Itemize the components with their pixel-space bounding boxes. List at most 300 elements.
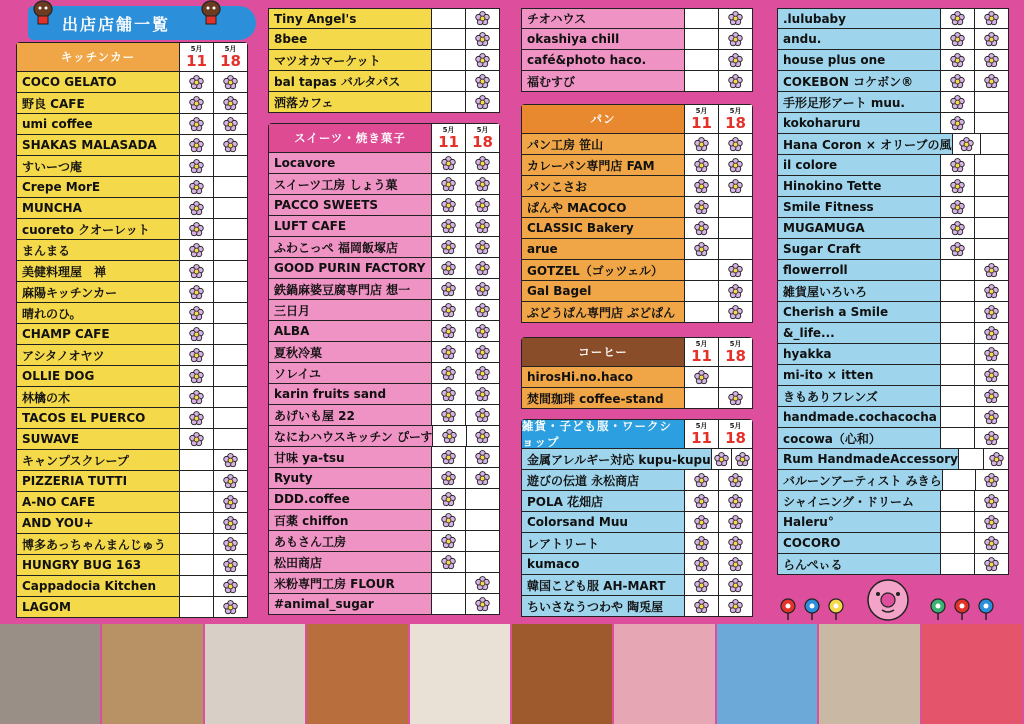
- day-11-cell: [684, 281, 718, 301]
- day-18-cell: [213, 219, 247, 239]
- day-11-cell: [431, 258, 465, 278]
- day-18-cell: [974, 92, 1008, 112]
- flower-mark-icon: [950, 158, 965, 173]
- day-18-cell: [465, 92, 499, 112]
- flower-mark-icon: [694, 599, 709, 614]
- date-18-header: 5月 18: [213, 43, 247, 71]
- vendor-name: 米粉専門工房 FLOUR: [269, 573, 431, 593]
- flower-mark-icon: [475, 303, 490, 318]
- flower-mark-icon: [984, 53, 999, 68]
- vendor-name: Hana Coron × オリーブの風: [778, 134, 952, 154]
- flower-mark-icon: [694, 158, 709, 173]
- vendor-name: kumaco: [522, 554, 684, 574]
- day-11-cell: [431, 9, 465, 28]
- vendor-row: [777, 533, 1009, 554]
- section-header: [521, 104, 753, 134]
- flower-mark-icon: [984, 11, 999, 26]
- day-11-cell: [179, 177, 213, 197]
- flower-mark-icon: [189, 348, 204, 363]
- vendor-name: cocowa（心和）: [778, 428, 940, 448]
- vendor-name: café&photo haco.: [522, 50, 684, 70]
- vendor-name: COCORO: [778, 533, 940, 553]
- day-11-cell: [431, 174, 465, 194]
- flower-mark-icon: [441, 492, 456, 507]
- day-18-cell: [975, 470, 1008, 490]
- day-18-cell: [974, 218, 1008, 238]
- day-11-cell: [179, 261, 213, 281]
- day-18-cell: [465, 300, 499, 320]
- vendor-name: アシタノオヤツ: [17, 345, 179, 365]
- day-11-cell: [940, 113, 974, 133]
- vendor-name: ふわこっぺ 福岡飯塚店: [269, 237, 431, 257]
- vendor-name: レアトリート: [522, 533, 684, 553]
- flower-mark-icon: [950, 11, 965, 26]
- flower-mark-icon: [728, 179, 743, 194]
- photo-milk-jars: [410, 624, 512, 724]
- flower-mark-icon: [441, 387, 456, 402]
- day-18-cell: [213, 345, 247, 365]
- vendor-name: カレーパン専門店 FAM: [522, 155, 684, 175]
- vendor-name: 晴れのひ。: [17, 303, 179, 323]
- flower-mark-icon: [475, 11, 490, 26]
- day-11-cell: [684, 302, 718, 322]
- vendor-row: [16, 114, 248, 135]
- day-18-cell: [974, 50, 1008, 70]
- photo-bread-tray: [307, 624, 409, 724]
- vendor-row: [268, 174, 500, 195]
- day-18-cell: [465, 468, 499, 488]
- flower-mark-icon: [950, 32, 965, 47]
- day-11-cell: [179, 513, 213, 533]
- day-18-cell: [213, 576, 247, 596]
- day-11-cell: [940, 197, 974, 217]
- vendor-row: [521, 71, 753, 92]
- day-18-cell: [465, 531, 499, 551]
- day-18-cell: [465, 363, 499, 383]
- flower-mark-icon: [475, 32, 490, 47]
- vendor-row: [777, 344, 1009, 365]
- vendor-name: ちいさなうつわや 陶兎屋: [522, 596, 684, 616]
- vendor-row: [777, 512, 1009, 533]
- vendor-name: 金属アレルギー対応 kupu-kupu: [522, 449, 711, 469]
- day-11-cell: [431, 195, 465, 215]
- vendor-name: Hinokino Tette: [778, 176, 940, 196]
- flower-mark-icon: [441, 555, 456, 570]
- vendor-name: GOOD PURIN FACTORY: [269, 258, 431, 278]
- flower-mark-icon: [959, 137, 974, 152]
- flower-mark-icon: [728, 578, 743, 593]
- vendor-row: [16, 198, 248, 219]
- vendor-name: マツオカマーケット: [269, 50, 431, 70]
- vendor-name: パン工房 笹山: [522, 134, 684, 154]
- flower-mark-icon: [728, 473, 743, 488]
- vendor-name: 福むすび: [522, 71, 684, 91]
- flower-mark-icon: [984, 32, 999, 47]
- date-11-header: 5月 11: [179, 43, 213, 71]
- flower-mark-icon: [189, 264, 204, 279]
- day-18-cell: [213, 261, 247, 281]
- vendor-row: [521, 281, 753, 302]
- day-18-cell: [718, 533, 752, 553]
- vendor-name: 韓国こども服 AH-MART: [522, 575, 684, 595]
- day-18-cell: [465, 71, 499, 91]
- vendor-name: 博多あっちゃんまんじゅう: [17, 534, 179, 554]
- day-11-cell: [684, 512, 718, 532]
- vendor-name: Cappadocia Kitchen: [17, 576, 179, 596]
- flower-mark-icon: [442, 429, 457, 444]
- day-11-cell: [431, 489, 465, 509]
- day-18-cell: [213, 93, 247, 113]
- day-11-cell: [684, 239, 718, 259]
- day-11-cell: [431, 50, 465, 70]
- flower-mark-icon: [728, 263, 743, 278]
- flower-mark-icon: [694, 494, 709, 509]
- vendor-name: PIZZERIA TUTTI: [17, 471, 179, 491]
- day-11-cell: [431, 237, 465, 257]
- day-18-cell: [465, 195, 499, 215]
- day-11-cell: [942, 470, 975, 490]
- day-11-cell: [940, 176, 974, 196]
- day-11-cell: [940, 344, 974, 364]
- day-11-cell: [684, 197, 718, 217]
- day-11-cell: [431, 71, 465, 91]
- day-11-cell: [179, 534, 213, 554]
- vendor-row: [777, 470, 1009, 491]
- day-18-cell: [718, 9, 752, 28]
- flower-mark-icon: [950, 242, 965, 257]
- flower-mark-icon: [475, 429, 490, 444]
- day-11-cell: [179, 135, 213, 155]
- vendor-row: [521, 50, 753, 71]
- day-18-cell: [718, 302, 752, 322]
- day-18-cell: [974, 323, 1008, 343]
- vendor-name: HUNGRY BUG 163: [17, 555, 179, 575]
- vendor-row: [16, 366, 248, 387]
- day-11-cell: [179, 303, 213, 323]
- flower-mark-icon: [189, 327, 204, 342]
- day-18-cell: [718, 575, 752, 595]
- flower-mark-icon: [475, 219, 490, 234]
- day-18-cell: [465, 594, 499, 614]
- flower-mark-icon: [984, 473, 999, 488]
- vendor-name: LAGOM: [17, 597, 179, 617]
- flower-mark-icon: [223, 600, 238, 615]
- vendor-row: [268, 8, 500, 29]
- vendor-row: [521, 388, 753, 409]
- vendor-name: &_life...: [778, 323, 940, 343]
- day-18-cell: [465, 447, 499, 467]
- kitchen-car-table: [16, 42, 248, 617]
- vendor-name: 百薬 chiffon: [269, 510, 431, 530]
- photo-burger: [102, 624, 204, 724]
- flower-mark-icon: [694, 578, 709, 593]
- flower-mark-icon: [728, 284, 743, 299]
- photo-strawberry-cups: [922, 624, 1024, 724]
- vendor-row: [16, 324, 248, 345]
- flower-mark-icon: [223, 75, 238, 90]
- day-18-cell: [718, 176, 752, 196]
- vendor-name: Gal Bagel: [522, 281, 684, 301]
- flower-mark-icon: [714, 452, 729, 467]
- flower-mark-icon: [223, 96, 238, 111]
- vendor-row: [521, 29, 753, 50]
- flower-mark-icon: [441, 450, 456, 465]
- vendor-row: [777, 92, 1009, 113]
- section-header: [268, 123, 500, 153]
- flower-mark-icon: [984, 515, 999, 530]
- day-18-cell: [974, 344, 1008, 364]
- day-18-cell: [213, 303, 247, 323]
- day-18-cell: [465, 321, 499, 341]
- day-11-cell: [684, 29, 718, 49]
- flower-mark-icon: [441, 282, 456, 297]
- vendor-name: 甘味 ya-tsu: [269, 447, 431, 467]
- date-11-header: 5月 11: [431, 124, 465, 152]
- day-18-cell: [213, 597, 247, 617]
- day-18-cell: [718, 50, 752, 70]
- day-18-cell: [465, 384, 499, 404]
- vendor-row: [268, 300, 500, 321]
- flower-mark-icon: [950, 221, 965, 236]
- day-11-cell: [179, 324, 213, 344]
- vendor-name: 松田商店: [269, 552, 431, 572]
- vendor-row: [777, 365, 1009, 386]
- day-11-cell: [684, 9, 718, 28]
- vendor-name: 遊びの伝道 永松商店: [522, 470, 684, 490]
- vendor-name: ALBA: [269, 321, 431, 341]
- section-title: パン: [522, 105, 684, 133]
- vendor-name: handmade.cochacocha: [778, 407, 940, 427]
- day-18-cell: [718, 281, 752, 301]
- day-11-cell: [940, 71, 974, 91]
- flower-mark-icon: [728, 391, 743, 406]
- day-18-cell: [465, 258, 499, 278]
- vendor-name: ぶどうぱん専門店 ぶどぱん: [522, 302, 684, 322]
- flower-mark-icon: [441, 408, 456, 423]
- date-18-header: 5月 18: [718, 420, 752, 448]
- vendor-row: [777, 302, 1009, 323]
- vendor-row: [777, 197, 1009, 218]
- vendor-name: okashiya chill: [522, 29, 684, 49]
- vendor-name: Tiny Angel's: [269, 9, 431, 28]
- day-18-cell: [213, 324, 247, 344]
- vendor-name: bal tapas バルタパス: [269, 71, 431, 91]
- vendor-name: PACCO SWEETS: [269, 195, 431, 215]
- flower-mark-icon: [475, 177, 490, 192]
- vendor-row: [268, 426, 500, 447]
- vendor-row: [521, 367, 753, 388]
- flower-mark-icon: [475, 261, 490, 276]
- vendor-row: [777, 491, 1009, 512]
- day-18-cell: [718, 197, 752, 217]
- section-header: [521, 337, 753, 367]
- day-11-cell: [179, 282, 213, 302]
- vendor-row: [521, 533, 753, 554]
- day-11-cell: [940, 92, 974, 112]
- photo-strip: [0, 624, 1024, 724]
- day-11-cell: [431, 552, 465, 572]
- day-11-cell: [179, 156, 213, 176]
- flower-mark-icon: [223, 495, 238, 510]
- flower-mark-icon: [989, 452, 1004, 467]
- day-18-cell: [974, 197, 1008, 217]
- flower-mark-icon: [475, 366, 490, 381]
- vendor-name: COKEBON コケボン®: [778, 71, 940, 91]
- day-18-cell: [718, 260, 752, 280]
- day-18-cell: [465, 489, 499, 509]
- flower-mark-icon: [441, 345, 456, 360]
- day-18-cell: [718, 596, 752, 616]
- vendor-name: まんまる: [17, 240, 179, 260]
- flower-mark-icon: [223, 516, 238, 531]
- day-11-cell: [711, 449, 732, 469]
- vendor-name: 美健料理屋 禅: [17, 261, 179, 281]
- donut-mascot-icon: [868, 580, 908, 620]
- day-18-cell: [465, 342, 499, 362]
- day-11-cell: [431, 92, 465, 112]
- flower-mark-icon: [189, 390, 204, 405]
- day-18-cell: [974, 281, 1008, 301]
- vendor-row: [16, 303, 248, 324]
- day-18-cell: [213, 555, 247, 575]
- day-18-cell: [213, 387, 247, 407]
- flower-mark-icon: [950, 116, 965, 131]
- flower-mark-icon: [223, 117, 238, 132]
- vendor-name: Locavore: [269, 153, 431, 173]
- day-18-cell: [718, 134, 752, 154]
- vendor-row: [16, 513, 248, 534]
- vendor-row: [16, 429, 248, 450]
- vendor-name: バルーンアーティスト みきら: [778, 470, 942, 490]
- vendor-row: [268, 279, 500, 300]
- date-18-header: 5月 18: [718, 105, 752, 133]
- day-18-cell: [974, 29, 1008, 49]
- day-18-cell: [974, 302, 1008, 322]
- vendor-name: TACOS EL PUERCO: [17, 408, 179, 428]
- vendor-name: あもさん工房: [269, 531, 431, 551]
- day-11-cell: [179, 471, 213, 491]
- flower-mark-icon: [984, 494, 999, 509]
- date-11-header: 5月 11: [684, 420, 718, 448]
- day-11-cell: [940, 281, 974, 301]
- day-11-cell: [940, 260, 974, 280]
- day-18-cell: [466, 426, 499, 446]
- vendor-row: [16, 240, 248, 261]
- day-18-cell: [465, 552, 499, 572]
- day-11-cell: [179, 387, 213, 407]
- vendor-row: [16, 387, 248, 408]
- day-11-cell: [431, 447, 465, 467]
- day-18-cell: [213, 156, 247, 176]
- vendor-name: SUWAVE: [17, 429, 179, 449]
- vendor-row: [777, 50, 1009, 71]
- flower-mark-icon: [475, 345, 490, 360]
- vendor-row: [268, 50, 500, 71]
- flower-mark-icon: [441, 324, 456, 339]
- day-11-cell: [940, 491, 974, 511]
- day-18-cell: [718, 71, 752, 91]
- vendor-row: [521, 596, 753, 617]
- vendor-name: kokoharuru: [778, 113, 940, 133]
- flower-mark-icon: [475, 576, 490, 591]
- vendor-name: umi coffee: [17, 114, 179, 134]
- vendor-name: Haleru°: [778, 512, 940, 532]
- flower-mark-icon: [189, 180, 204, 195]
- day-18-cell: [718, 470, 752, 490]
- day-11-cell: [684, 155, 718, 175]
- flower-mark-icon: [728, 11, 743, 26]
- flower-mark-icon: [984, 389, 999, 404]
- vendor-name: karin fruits sand: [269, 384, 431, 404]
- day-18-cell: [465, 405, 499, 425]
- vendor-row: [16, 135, 248, 156]
- vendor-row: [521, 575, 753, 596]
- day-11-cell: [940, 155, 974, 175]
- vendor-name: 林檎の木: [17, 387, 179, 407]
- flower-mark-icon: [441, 156, 456, 171]
- day-18-cell: [213, 450, 247, 470]
- section-title: キッチンカー: [17, 43, 179, 71]
- vendor-name: #animal_sugar: [269, 594, 431, 614]
- goods-table-continued: [777, 8, 1009, 578]
- flower-mark-icon: [728, 74, 743, 89]
- day-11-cell: [684, 470, 718, 490]
- day-11-cell: [684, 71, 718, 91]
- vendor-row: [16, 534, 248, 555]
- vendor-name: CHAMP CAFE: [17, 324, 179, 344]
- flower-mark-icon: [223, 537, 238, 552]
- day-11-cell: [684, 218, 718, 238]
- flower-mark-icon: [735, 452, 750, 467]
- vendor-name: なにわハウスキッチン ぴーす: [269, 426, 432, 446]
- flower-mark-icon: [223, 453, 238, 468]
- vendor-name: ソレイユ: [269, 363, 431, 383]
- day-18-cell: [974, 176, 1008, 196]
- date-11-header: 5月 11: [684, 105, 718, 133]
- flower-mark-icon: [950, 95, 965, 110]
- flower-mark-icon: [728, 137, 743, 152]
- day-11-cell: [684, 575, 718, 595]
- vendor-name: キャンプスクレープ: [17, 450, 179, 470]
- flower-mark-icon: [441, 513, 456, 528]
- vendor-row: [268, 216, 500, 237]
- day-11-cell: [940, 407, 974, 427]
- vendor-name: Colorsand Muu: [522, 512, 684, 532]
- flower-mark-icon: [475, 156, 490, 171]
- vendor-row: [268, 468, 500, 489]
- mascot-left-icon: [32, 0, 54, 26]
- vendor-row: [16, 345, 248, 366]
- flower-mark-icon: [441, 303, 456, 318]
- vendor-name: 夏秋冷菓: [269, 342, 431, 362]
- photo-donuts: [614, 624, 716, 724]
- page-title: 出店店舗一覧: [62, 14, 171, 34]
- day-11-cell: [431, 531, 465, 551]
- flower-mark-icon: [475, 282, 490, 297]
- flower-mark-icon: [475, 95, 490, 110]
- vendor-row: [777, 449, 1009, 470]
- vendor-name: COCO GELATO: [17, 72, 179, 92]
- date-18-header: 5月 18: [465, 124, 499, 152]
- vendor-row: [777, 155, 1009, 176]
- vendor-name: ぱんや MACOCO: [522, 197, 684, 217]
- vendor-name: Cherish a Smile: [778, 302, 940, 322]
- vendor-row: [16, 93, 248, 114]
- flower-mark-icon: [441, 261, 456, 276]
- flower-mark-icon: [189, 222, 204, 237]
- day-18-cell: [974, 407, 1008, 427]
- flower-mark-icon: [984, 74, 999, 89]
